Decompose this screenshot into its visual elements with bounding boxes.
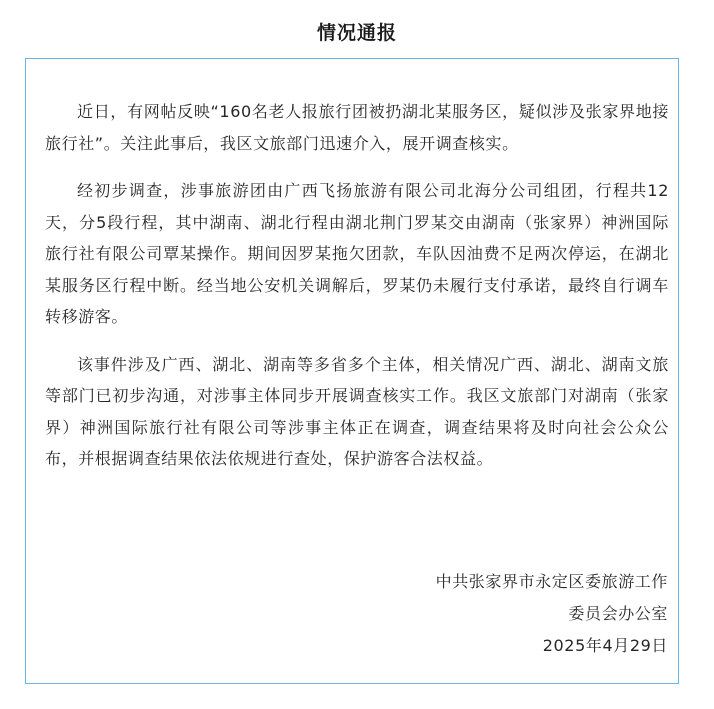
page-title: 情况通报 (316, 22, 397, 44)
notice-body (45, 96, 669, 491)
signature-block (436, 566, 668, 662)
paragraph-1: 近日，有网帖反映“160名老人报旅行团被扔湖北某服务区，疑似涉及张家界地接旅行社”。关注此事后，我区文旅部门迅速介入，展开调查核实。 (45, 102, 669, 153)
paragraph-2: 经初步调查，涉事旅游团由广西飞扬旅游有限公司北海分公司组团，行程共12天，分5段行程，其中湖南、湖北行程由湖北荆门罗某交由湖南（张家界）神洲国际旅行社有限公司覃某操作。期间因罗某拖欠团款，车队因油费不足两次停运，在湖北某服务区行程中断。经当地公安机关调解后，罗某仍未履行支付承诺，最终自行调车转移游客。 (45, 181, 669, 326)
signature-date: 2025年4月29日 (542, 636, 668, 655)
paragraph-3: 该事件涉及广西、湖北、湖南等多省多个主体，相关情况广西、湖北、湖南文旅等部门已初步沟通，对涉事主体同步开展调查核实工作。我区文旅部门对湖南（张家界）神洲国际旅行社有限公司等涉事主体正在调查，调查结果将及时向社会公众公布，并根据调查结果依法依规进行查处，保护游客合法权益。 (45, 354, 669, 468)
signature-org-line1: 中共张家界市永定区委旅游工作 (435, 572, 668, 591)
signature-org-line2: 委员会办公室 (568, 604, 668, 623)
